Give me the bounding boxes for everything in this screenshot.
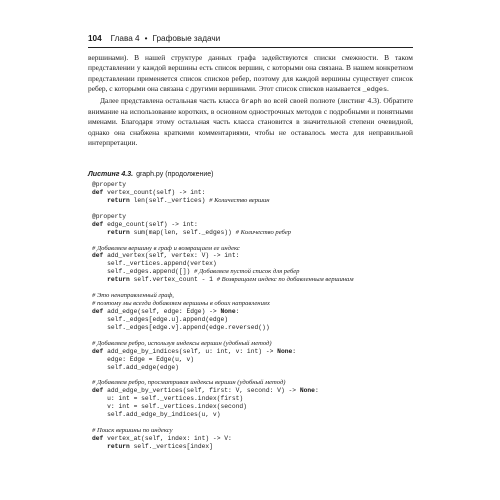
- code-line: [92, 427, 414, 435]
- paragraph-2-text-a: Далее представлена остальная часть класса: [100, 95, 242, 105]
- code-comment: # Поиск вершины по индексу: [92, 427, 173, 435]
- code-keyword: def: [92, 188, 104, 196]
- code-line: def vertex_at(self, index: int) -> V:: [92, 435, 232, 442]
- code-comment: # Количество ребер: [235, 228, 292, 236]
- code-comment: # Количество вершин: [209, 196, 270, 204]
- code-comment: # поэтому мы всегда добавляем вершины в обоих направлениях: [92, 300, 270, 308]
- code-comment: # Добавляем пустой список для ребер: [194, 268, 300, 276]
- section-title: Графовые задачи: [152, 34, 221, 43]
- code-comment: # Возвращаем индекс по добавленным вершинам: [216, 276, 354, 284]
- code-line: [92, 237, 414, 245]
- code-line: [92, 300, 414, 308]
- code-listing: [92, 181, 414, 451]
- code-line: return len(self._vertices) # Количество вершин: [107, 196, 270, 204]
- code-line: [92, 340, 414, 348]
- code-keyword: def: [92, 347, 104, 355]
- code-keyword: def: [92, 435, 104, 442]
- listing-caption: [88, 170, 413, 180]
- page-number: 104: [88, 34, 102, 43]
- code-comment: # Добавляем ребро, просматривая индексы вершин (удобный метод): [92, 379, 286, 387]
- code-line: def add_edge_by_vertices(self, first: V, second: V) -> None:: [92, 387, 319, 395]
- code-line: [92, 284, 414, 292]
- code-line: self._edges[edge.v].append(edge.reversed()): [92, 323, 270, 331]
- code-line: v: int = self._vertices.index(second): [92, 403, 247, 411]
- code-keyword: return: [107, 442, 130, 450]
- code-line: @property: [92, 181, 127, 188]
- code-line: self.add_edge_by_indices(u, v): [92, 411, 221, 419]
- paragraph-1-text: вершинами). В нашей структуре данных графа задействуются списки смежности. В таком представлении у каждой вершины есть список вершин, с которыми она связана. В нашем конкретном представлении применяется список списков ребер, поэтому для каждой вершины существует список ребер, с которыми она связана с другими вершинами. Этот список списков называется: [88, 53, 413, 94]
- code-line: self._edges.append([]) # Добавляем пустой список для ребер: [92, 268, 300, 276]
- inline-code-edges: _edges: [362, 86, 388, 95]
- code-comment: # Добавляем вершину в граф и возвращаем ее индекс: [92, 244, 240, 252]
- code-line: def add_edge_by_indices(self, u: int, v: int) -> None:: [92, 347, 297, 355]
- code-line: self._edges[edge.u].append(edge): [92, 315, 229, 323]
- code-line: @property: [92, 212, 127, 220]
- code-line: [92, 332, 414, 340]
- inline-code-graph: Graph: [241, 97, 262, 106]
- code-line: [92, 379, 414, 387]
- code-line: [92, 245, 414, 253]
- code-keyword: return: [107, 276, 130, 284]
- code-line: def add_vertex(self, vertex: V) -> int:: [92, 252, 240, 260]
- code-keyword: def: [92, 308, 104, 315]
- code-line: def vertex_count(self) -> int:: [92, 188, 206, 196]
- paragraph-2: [88, 96, 413, 149]
- running-header: [88, 33, 413, 45]
- code-keyword: None: [299, 387, 315, 395]
- chapter-label: Глава 4: [110, 34, 140, 43]
- code-keyword: def: [92, 252, 104, 260]
- paragraph-1: [88, 53, 413, 96]
- code-line: return sum(map(len, self._edges)) # Количество ребер: [107, 228, 292, 236]
- code-keyword: def: [92, 220, 104, 228]
- code-line: self.add_edge(edge): [92, 363, 179, 371]
- code-keyword: None: [220, 308, 236, 315]
- code-line: u: int = self._vertices.index(first): [92, 395, 244, 403]
- code-line: [92, 419, 414, 427]
- code-comment: # Это ненаправленный граф,: [92, 292, 174, 300]
- code-keyword: return: [107, 196, 130, 204]
- paragraph-1-end: .: [387, 84, 389, 94]
- header-rule: [88, 47, 413, 48]
- code-line: [92, 205, 414, 213]
- code-line: def add_edge(self, edge: Edge) -> None:: [92, 308, 240, 315]
- listing-file: graph.py (продолжение): [136, 171, 214, 178]
- paragraph-2-text-b: во всей своей полноте (листинг 4.3). Обратите внимание на использование коротких, в основном однострочных методов с подробными и понятными именами. Благодаря этому остальная часть класса становится в значительной степени очевидной, однако она снабжена краткими комментариями, чтобы не оставалось места для неправильной интерпретации.: [88, 95, 413, 148]
- code-keyword: None: [277, 347, 293, 355]
- code-line: edge: Edge = Edge(u, v): [92, 355, 195, 363]
- code-comment: # Добавляем ребро, используя индексы вершин (удобный метод): [92, 339, 272, 347]
- code-line: self._vertices.append(vertex): [92, 260, 217, 268]
- code-line: [92, 372, 414, 380]
- listing-label: Листинг 4.3.: [88, 171, 134, 178]
- body-text: [88, 53, 413, 149]
- code-line: [92, 292, 414, 300]
- code-line: return self._vertices[index]: [107, 442, 213, 450]
- header-bullet: •: [144, 34, 148, 43]
- code-line: return self.vertex_count - 1 # Возвращаем индекс по добавленным вершинам: [107, 276, 354, 284]
- code-line: def edge_count(self) -> int:: [92, 220, 198, 228]
- code-keyword: return: [107, 228, 130, 236]
- code-keyword: def: [92, 387, 104, 395]
